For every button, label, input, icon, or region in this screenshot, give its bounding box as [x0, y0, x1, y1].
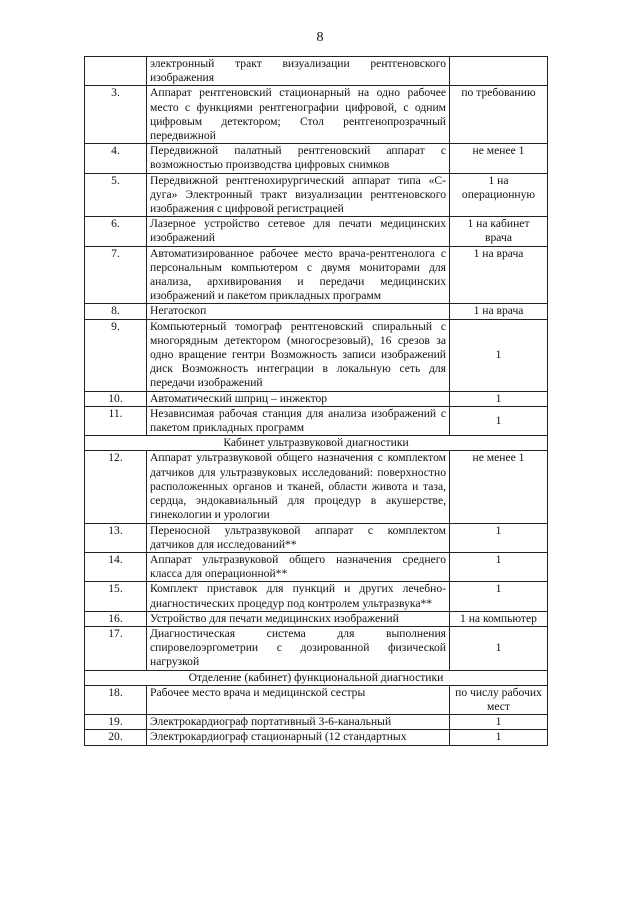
- equipment-name: Компьютерный томограф рентгеновский спиральный с многорядным детектором (многосрезовый), 16 срезов за одно вращение гентри Возможность записи изображений диск Возможность интеграции в локальную сеть для передачи изображений: [147, 319, 450, 391]
- equipment-name: Диагностическая система для выполнения спировелоэргометрии с дозированной физической нагрузкой: [147, 626, 450, 670]
- section-heading-functional: Отделение (кабинет) функциональной диагностики: [85, 670, 548, 685]
- equipment-quantity: 1: [450, 319, 548, 391]
- table-row: [85, 304, 548, 319]
- equipment-name: Независимая рабочая станция для анализа изображений с пакетом прикладных программ: [147, 406, 450, 435]
- row-number: 9.: [85, 319, 147, 391]
- equipment-quantity: не менее 1: [450, 451, 548, 523]
- equipment-quantity: 1: [450, 626, 548, 670]
- equipment-quantity: 1: [450, 552, 548, 581]
- row-number: 18.: [85, 685, 147, 714]
- row-number: 11.: [85, 406, 147, 435]
- row-number: [85, 57, 147, 86]
- row-number: 17.: [85, 626, 147, 670]
- row-number: 4.: [85, 144, 147, 173]
- row-number: 16.: [85, 611, 147, 626]
- equipment-name: Электрокардиограф портативный 3-6-канальный: [147, 715, 450, 730]
- row-number: 10.: [85, 391, 147, 406]
- equipment-name: электронный тракт визуализации рентгеновского изображения: [147, 57, 450, 86]
- table-row: [85, 552, 548, 581]
- table-row: [85, 685, 548, 714]
- equipment-name: Передвижной рентгенохирургический аппарат типа «С-дуга» Электронный тракт визуализации рентгеновского изображения с цифровой регистрацией: [147, 173, 450, 217]
- row-number: 19.: [85, 715, 147, 730]
- table-row: [85, 391, 548, 406]
- section-heading-ultrasound: Кабинет ультразвуковой диагностики: [85, 436, 548, 451]
- equipment-quantity: по числу рабочих мест: [450, 685, 548, 714]
- equipment-quantity: 1 на врача: [450, 304, 548, 319]
- table-row: [85, 626, 548, 670]
- equipment-name: Аппарат рентгеновский стационарный на одно рабочее место с функциями рентгенографии цифровой, с одним цифровым детектором; Стол рентгенопрозрачный передвижной: [147, 86, 450, 144]
- equipment-quantity: 1: [450, 730, 548, 745]
- row-number: 3.: [85, 86, 147, 144]
- equipment-quantity: [450, 57, 548, 86]
- equipment-name: Переносной ультразвуковой аппарат с комплектом датчиков для исследований**: [147, 523, 450, 552]
- equipment-name: Комплект приставок для пункций и других лечебно-диагностических процедур под контролем ультразвука**: [147, 582, 450, 611]
- table-row: [85, 57, 548, 86]
- row-number: 13.: [85, 523, 147, 552]
- table-row: [85, 451, 548, 523]
- table-row: [85, 611, 548, 626]
- row-number: 15.: [85, 582, 147, 611]
- equipment-quantity: по требованию: [450, 86, 548, 144]
- equipment-quantity: 1 на врача: [450, 246, 548, 304]
- row-number: 12.: [85, 451, 147, 523]
- row-number: 5.: [85, 173, 147, 217]
- section-row: [85, 436, 548, 451]
- equipment-quantity: 1 на операционную: [450, 173, 548, 217]
- equipment-quantity: 1: [450, 582, 548, 611]
- row-number: 20.: [85, 730, 147, 745]
- equipment-name: Автоматический шприц – инжектор: [147, 391, 450, 406]
- table-row: [85, 173, 548, 217]
- equipment-quantity: 1: [450, 523, 548, 552]
- table-row: [85, 406, 548, 435]
- table-row: [85, 582, 548, 611]
- table-row: [85, 246, 548, 304]
- equipment-quantity: 1 на кабинет врача: [450, 217, 548, 246]
- table-row: [85, 217, 548, 246]
- equipment-quantity: 1 на компьютер: [450, 611, 548, 626]
- row-number: 6.: [85, 217, 147, 246]
- equipment-name: Рабочее место врача и медицинской сестры: [147, 685, 450, 714]
- table-row: [85, 715, 548, 730]
- equipment-quantity: 1: [450, 391, 548, 406]
- table-row: [85, 730, 548, 745]
- table-row: [85, 319, 548, 391]
- section-row: [85, 670, 548, 685]
- equipment-name: Передвижной палатный рентгеновский аппарат с возможностью производства цифровых снимков: [147, 144, 450, 173]
- row-number: 7.: [85, 246, 147, 304]
- equipment-name: Лазерное устройство сетевое для печати медицинских изображений: [147, 217, 450, 246]
- equipment-name: Электрокардиограф стационарный (12 стандартных: [147, 730, 450, 745]
- row-number: 14.: [85, 552, 147, 581]
- table-row: [85, 86, 548, 144]
- row-number: 8.: [85, 304, 147, 319]
- equipment-name: Аппарат ультразвуковой общего назначения с комплектом датчиков для ультразвуковых исследований: поверхностно расположенных органов и тканей, области живота и таза, сердца, эндокавиальный для процедур в акушерстве, гинекологии и урологии: [147, 451, 450, 523]
- equipment-quantity: не менее 1: [450, 144, 548, 173]
- equipment-name: Устройство для печати медицинских изображений: [147, 611, 450, 626]
- table-row: [85, 144, 548, 173]
- equipment-name: Аппарат ультразвуковой общего назначения среднего класса для операционной**: [147, 552, 450, 581]
- equipment-name: Негатоскоп: [147, 304, 450, 319]
- equipment-quantity: 1: [450, 715, 548, 730]
- equipment-name: Автоматизированное рабочее место врача-рентгенолога с персональным компьютером с двумя мониторами для анализа, архивирования и передачи медицинских изображений и пакетом прикладных программ: [147, 246, 450, 304]
- equipment-quantity: 1: [450, 406, 548, 435]
- page-number: 8: [316, 30, 324, 45]
- table-row: [85, 523, 548, 552]
- equipment-table: [84, 56, 548, 746]
